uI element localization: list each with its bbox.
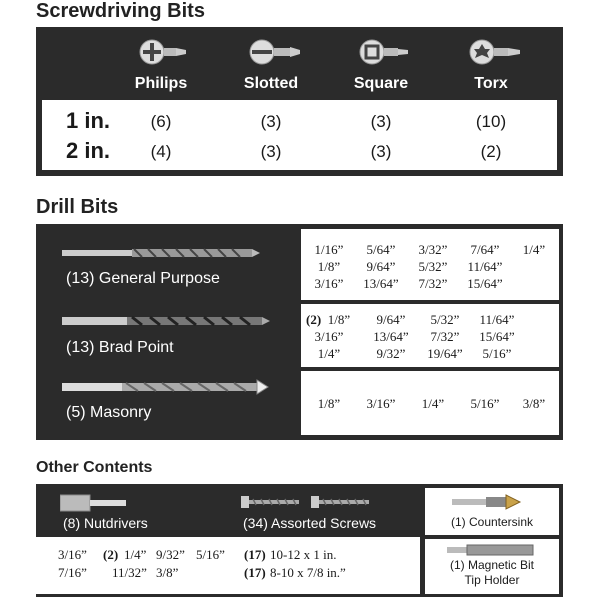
qty-square-2in: (3) [370,142,392,161]
qty-slotted-2in: (3) [260,142,282,161]
countersink-icon [452,494,532,510]
slotted-column [216,27,326,99]
torx-bit-icon [436,37,546,67]
general-purpose-bit-icon [62,246,262,260]
brad-qty-prefix: (2) [306,312,322,327]
screw-qty: (17) [244,565,266,580]
general-purpose-label: (13) General Purpose [66,270,220,287]
size-cell: 11/64” [479,312,515,327]
slotted-bit-icon [216,37,326,67]
brad-point-label: (13) Brad Point [66,339,174,356]
nut-qty: (2) [103,547,119,562]
size-cell: 1/4” [317,346,341,361]
size-cell: 3/32” [418,242,448,257]
qty-philips-1in: (6) [150,112,172,131]
size-cell: 1/8” [327,312,351,327]
size-cell: 3/8” [522,396,546,411]
nut-size: 7/16” [58,565,87,580]
brad-point-bit-icon [62,314,272,328]
screw-size: 8-10 x 7/8 in.” [270,565,346,580]
nut-size: 3/16” [58,547,87,562]
screwdriving-panel [36,27,563,176]
qty-philips-2in: (4) [150,142,172,161]
square-column [326,27,436,99]
general-purpose-sizes [301,229,559,300]
square-bit-icon [326,37,436,67]
size-cell: 7/32” [418,276,448,291]
type-torx: Torx [474,75,508,92]
size-cell: 3/16” [314,276,344,291]
size-cell: 7/64” [470,242,500,257]
size-cell: 15/64” [467,276,503,291]
screw-qty: (17) [244,547,266,562]
nut-size: 5/16” [196,547,225,562]
size-cell: 1/4” [522,242,546,257]
size-cell: 1/4” [421,396,445,411]
magnetic-bit-holder-icon [447,543,537,557]
other-contents-panel [36,484,563,597]
type-slotted: Slotted [243,75,299,92]
masonry-bit-icon [62,379,272,395]
size-2in: 2 in. [66,138,111,163]
countersink-box [425,488,559,535]
screwdriving-title: Screwdriving Bits [36,0,205,22]
size-1in: 1 in. [66,108,111,133]
nutdrivers-screws-sizes [36,537,420,594]
nut-size: 11/32” [112,565,147,580]
magnetic-holder-line1: (1) Magnetic Bit [449,558,535,572]
size-cell: 11/64” [467,259,503,274]
size-cell: 5/16” [482,346,512,361]
type-philips: Philips [134,75,188,92]
screws-label: (34) Assorted Screws [243,515,377,531]
nutdrivers-label: (8) Nutdrivers [63,515,148,531]
countersink-label: (1) Countersink [450,515,534,529]
nut-size: 1/4” [124,547,147,562]
other-contents-title: Other Contents [36,459,153,476]
size-cell: 5/32” [418,259,448,274]
size-cell: 5/32” [430,312,460,327]
size-cell: 3/16” [366,396,396,411]
type-square: Square [353,75,409,92]
size-cell: 7/32” [430,329,460,344]
screws-icon [241,492,401,512]
brad-point-sizes [301,304,559,367]
size-cell: 3/16” [314,329,344,344]
nutdriver-icon [60,492,130,514]
size-cell: 9/64” [376,312,406,327]
size-cell: 1/16” [314,242,344,257]
torx-column [436,27,546,99]
size-cell: 13/64” [363,276,399,291]
size-cell: 9/64” [366,259,396,274]
size-cell: 19/64” [427,346,463,361]
size-cell: 13/64” [373,329,409,344]
size-cell: 15/64” [479,329,515,344]
masonry-label: (5) Masonry [66,404,152,421]
size-cell: 1/8” [317,396,341,411]
magnetic-holder-box [425,539,559,594]
qty-slotted-1in: (3) [260,112,282,131]
philips-column [106,27,216,99]
size-cell: 1/8” [317,259,341,274]
drill-title: Drill Bits [36,196,119,218]
masonry-sizes [301,371,559,435]
nut-size: 3/8” [156,565,179,580]
screwdriving-table [42,100,557,170]
philips-bit-icon [106,37,216,67]
size-cell: 5/16” [470,396,500,411]
qty-torx-1in: (10) [475,112,507,131]
size-cell: 9/32” [376,346,406,361]
qty-torx-2in: (2) [480,142,502,161]
nut-size: 9/32” [156,547,185,562]
drill-panel [36,224,563,440]
screw-size: 10-12 x 1 in. [270,547,337,562]
magnetic-holder-line2: Tip Holder [464,573,520,587]
qty-square-1in: (3) [370,112,392,131]
size-cell: 5/64” [366,242,396,257]
